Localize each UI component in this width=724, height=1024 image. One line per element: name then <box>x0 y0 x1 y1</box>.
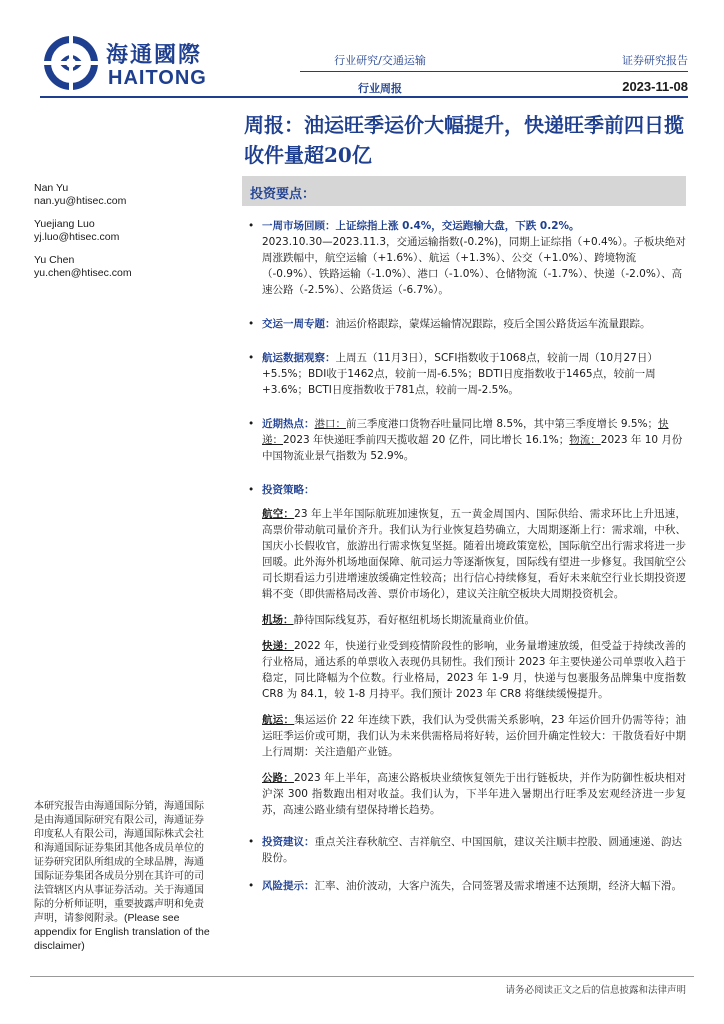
header-rule <box>40 96 688 98</box>
bullet-body: 重点关注春秋航空、吉祥航空、中国国航，建议关注顺丰控股、圆通速递、韵达股份。 <box>262 836 682 864</box>
author-entry <box>34 182 214 208</box>
sector-label: 航运： <box>262 714 295 726</box>
bullet-heading: 投资建议： <box>262 836 315 848</box>
bullet-shipping-data <box>246 350 686 398</box>
report-type: 行业周报 <box>358 82 402 95</box>
sector-text: 2022 年，快递行业受到疫情阶段性的影响，业务量增速放缓，但受益于持续改善的行业格局，通达系的单票收入表现仍具韧性。我们预计 2023 年主要快递公司单票收入趋于稳定，同比降幅为个位数。行业格局，2023 年 1-9 月，快递与包裹服务品牌集中度指数 CR8 为 84.1，较 1-8 月持平。我们预计 2023 年 CR8 将继续缓慢提升。 <box>262 640 687 700</box>
strategy-highway <box>262 770 686 818</box>
bullet-heading: 风险提示： <box>262 880 315 892</box>
author-name: Yu Chen <box>34 254 75 266</box>
report-title: 周报：油运旺季运价大幅提升，快递旺季前四日揽收件量超20亿 <box>244 113 684 167</box>
header-divider <box>300 71 688 72</box>
bullet-risk <box>246 878 686 894</box>
key-points-content <box>246 218 686 912</box>
disclaimer <box>34 800 212 954</box>
logo-text-cn: 海通國際 <box>106 43 203 68</box>
key-points-title: 投资要点： <box>250 187 316 202</box>
strategy-aviation <box>262 506 686 602</box>
topic-label: 物流： <box>569 434 601 446</box>
author-email[interactable]: yu.chen@htisec.com <box>34 267 132 279</box>
report-category: 行业研究/交通运输 <box>334 54 426 67</box>
footer-divider <box>30 976 694 977</box>
topic-text: 前三季度港口货物吞吐量同比增 8.5%，其中第三季度增长 9.5%； <box>346 418 659 430</box>
sector-text: 23 年上半年国际航班加速恢复，五一黄金周国内、国际供给、需求环比上升迅速，高票价带动航司量价齐升。我们认为行业恢复趋势确立，大周期逐渐上行：需求端，中秋、国庆小长假收官，旅游出行需求恢复坚挺。随着出境政策宽松，国际航空出行需求将进一步回暖。此外海外机场地面保障、航司运力等逐渐恢复，国际线有望进一步修复。我国航空公司长期看运力引进增速放缓确定性较高；出行信心持续修复，看好未来航空行业长期投资逻辑不变（即供需格局改善、票价市场化），建议关注航空板块大周期投资机会。 <box>262 508 686 600</box>
topic-label: 快递： <box>262 418 669 446</box>
logo-text-en: HAITONG <box>108 67 207 89</box>
header-center <box>300 52 460 96</box>
company-logo <box>42 34 222 94</box>
sector-label: 快递： <box>262 640 294 652</box>
disclaimer-en: (Please see appendix for English translation of the disclaimer) <box>34 912 210 952</box>
author-name: Yuejiang Luo <box>34 218 95 230</box>
sector-label: 航空： <box>262 508 295 520</box>
sector-text: 2023 年上半年，高速公路板块业绩恢复领先于出行链板块，并作为防御性板块相对沪深 300 指数跑出相对收益。我们认为，下半年进入暑期出行旺季及宏观经济进一步复苏，高速公路业绩有望保持增长趋势。 <box>262 772 687 816</box>
sector-label: 机场： <box>262 614 294 626</box>
disclaimer-cn: 本研究报告由海通国际分销，海通国际是由海通国际研究有限公司，海通证券印度私人有限公司，海通国际株式会社和海通国际证券集团其他各成员单位的证券研究团队所组成的全球品牌，海通国际证券集团各成员分别在其许可的司法管辖区内从事证券活动。关于海通国际的分析师证明，重要披露声明和免责声明，请参阅附录。 <box>34 801 204 924</box>
bullet-body: 上周五（11月3日），SCFI指数收于1068点，较前一周（10月27日）+5.5%；BDI收于1462点，较前一周-6.5%；BDTI日度指数收于1465点，较前一周+3.6%；BCTI日度指数收于781点，较前一周-2.5%。 <box>262 352 658 396</box>
topic-label: 港口： <box>314 418 346 430</box>
bullet-heading: 近期热点： <box>262 418 315 430</box>
bullet-heading: 航运数据观察： <box>262 352 336 364</box>
bullet-weekly-topic <box>246 316 686 332</box>
doc-type: 证券研究报告 <box>622 54 688 67</box>
bullet-body: 2023.10.30—2023.11.3，交通运输指数(-0.2%)，同期上证综指（+0.4%）。子板块绝对周涨跌幅中，航空运输（+1.6%）、航运（+1.3%）、公交（+1.0%）、跨境物流（-0.9%）、铁路运输（-1.0%）、港口（-1.0%）、仓储物流（-1.7%）、快递（-2.0%）、高速公路（-2.5%）、公路货运（-6.7%）。 <box>262 236 686 296</box>
sector-text: 集运运价 22 年连续下跌，我们认为受供需关系影响，23 年运价回升仍需等待；油运旺季运价或可期，我们认为未来供需格局将好转，运价回升确定性较大：干散货看好中期上行周期：关注造船产业链。 <box>262 714 687 758</box>
sector-text: 静待国际线复苏，看好枢纽机场长期流量商业价值。 <box>293 614 535 626</box>
bullet-body: 油运价格跟踪，蒙煤运输情况跟踪，疫后全国公路货运车流量跟踪。 <box>335 318 651 330</box>
report-date: 2023-11-08 <box>622 79 688 94</box>
topic-text: 2023 年 10 月份中国物流业景气指数为 52.9%。 <box>262 434 683 462</box>
bullet-recommendation <box>246 834 686 866</box>
author-entry <box>34 218 214 244</box>
bullet-heading: 一周市场回顾：上证综指上涨 0.4%，交运跑输大盘，下跌 0.2%。 <box>262 220 580 232</box>
sector-label: 公路： <box>262 772 294 784</box>
topic-text: 2023 年快递旺季前四天揽收超 20 亿件，同比增长 16.1%； <box>283 434 570 446</box>
bullet-strategy <box>246 482 686 498</box>
author-name: Nan Yu <box>34 182 69 194</box>
key-points-band <box>242 176 686 206</box>
header-right <box>560 52 688 94</box>
author-entry <box>34 254 214 280</box>
strategy-express <box>262 638 686 702</box>
strategy-shipping <box>262 712 686 760</box>
bullet-body: 汇率、油价波动，大客户流失，合同签署及需求增速不达预期，经济大幅下滑。 <box>314 880 682 892</box>
strategy-airport <box>262 612 686 628</box>
bullet-hot-topics <box>246 416 686 464</box>
bullet-heading: 交运一周专题： <box>262 318 336 330</box>
haitong-logo-icon <box>42 34 100 92</box>
bullet-heading: 投资策略： <box>262 484 315 496</box>
author-email[interactable]: nan.yu@htisec.com <box>34 195 127 207</box>
footer-notice: 请务必阅读正文之后的信息披露和法律声明 <box>505 985 686 996</box>
author-email[interactable]: yj.luo@htisec.com <box>34 231 120 243</box>
bullet-market-review <box>246 218 686 298</box>
author-list <box>34 182 214 290</box>
